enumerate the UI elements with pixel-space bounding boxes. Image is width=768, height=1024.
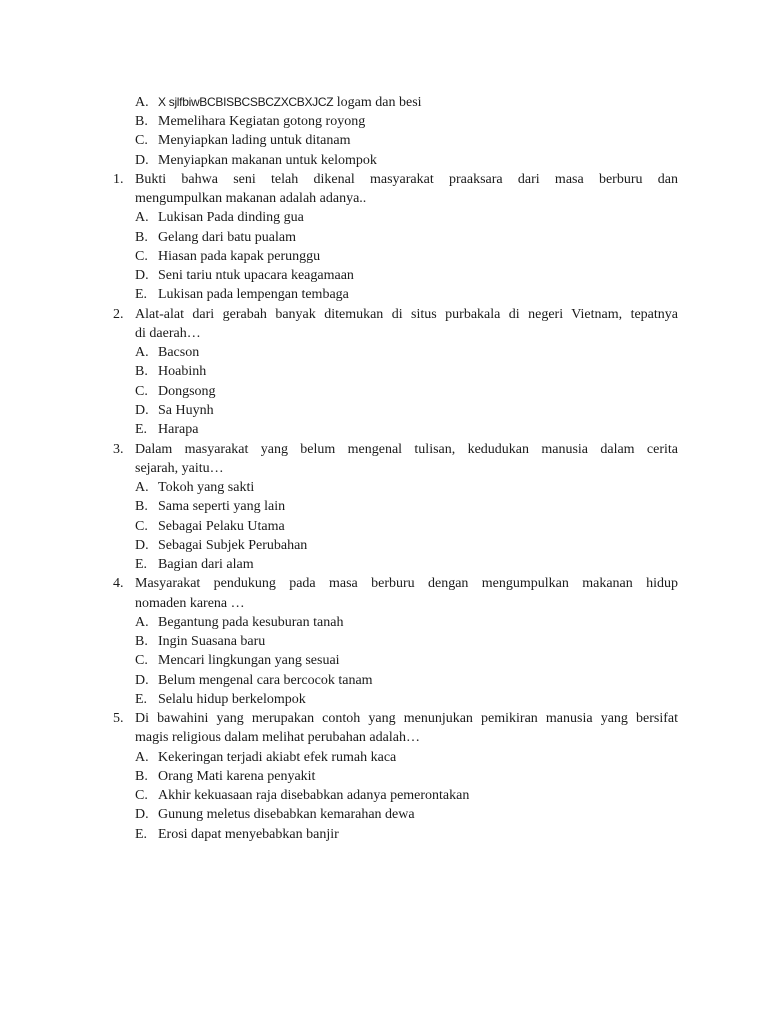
option-letter: A.: [135, 615, 149, 630]
option-text: Belum mengenal cara bercocok tanam: [158, 673, 373, 688]
option-text: Sama seperti yang lain: [158, 499, 286, 514]
option-letter: D.: [135, 403, 149, 418]
option-letter: E.: [135, 827, 148, 842]
option-letter: B.: [135, 230, 148, 245]
option-text: Lukisan pada lempengan tembaga: [158, 287, 349, 302]
option-letter: C.: [135, 788, 148, 803]
option-letter: C.: [135, 384, 148, 399]
question-text: Masyarakat pendukung pada masa berburu dengan mengumpulkan makanan hidup: [135, 576, 678, 591]
option-text: Menyiapkan makanan untuk kelompok: [158, 153, 377, 168]
option-text: Orang Mati karena penyakit: [158, 769, 316, 784]
option-letter: D.: [135, 673, 149, 688]
option-letter: D.: [135, 807, 149, 822]
garbled-prefix: X sjlfbiwBCBISBCSBCZXCBXJCZ: [158, 95, 334, 109]
option-letter: C.: [135, 133, 148, 148]
option-letter: C.: [135, 519, 148, 534]
question-text: Dalam masyarakat yang belum mengenal tulisan, kedudukan manusia dalam cerita: [135, 442, 678, 457]
option-letter: B.: [135, 364, 148, 379]
question-number: 4.: [113, 576, 124, 591]
option-text: logam dan besi: [333, 95, 422, 110]
option-letter: C.: [135, 653, 148, 668]
option-text: Kekeringan terjadi akiabt efek rumah kaca: [158, 750, 397, 765]
option-text: Harapa: [158, 422, 199, 437]
option-letter: E.: [135, 287, 148, 302]
option-letter: A.: [135, 480, 149, 495]
option-letter: D.: [135, 538, 149, 553]
option-text: Sa Huynh: [158, 403, 214, 418]
question-number: 1.: [113, 172, 124, 187]
option-text: Selalu hidup berkelompok: [158, 692, 306, 707]
option-text: Lukisan Pada dinding gua: [158, 210, 304, 225]
question-text: nomaden karena …: [135, 596, 245, 611]
option-letter: E.: [135, 557, 148, 572]
option-letter: A.: [135, 345, 149, 360]
option-text: Ingin Suasana baru: [158, 634, 266, 649]
option-text: Tokoh yang sakti: [158, 480, 255, 495]
option-letter: D.: [135, 268, 149, 283]
question-text: Bukti bahwa seni telah dikenal masyarakat praaksara dari masa berburu dan: [135, 172, 678, 187]
option-text: Seni tariu ntuk upacara keagamaan: [158, 268, 354, 283]
option-text: Menyiapkan lading untuk ditanam: [158, 133, 351, 148]
question-number: 2.: [113, 307, 124, 322]
option-text: Dongsong: [158, 384, 216, 399]
option-letter: B.: [135, 499, 148, 514]
question-text: mengumpulkan makanan adalah adanya..: [135, 191, 367, 206]
option-text: Gelang dari batu pualam: [158, 230, 297, 245]
option-text: Akhir kekuasaan raja disebabkan adanya pemerontakan: [158, 788, 470, 803]
option-letter: D.: [135, 153, 149, 168]
question-text: Alat-alat dari gerabah banyak ditemukan di situs purbakala di negeri Vietnam, tepatnya: [135, 307, 678, 322]
option-letter: C.: [135, 249, 148, 264]
question-text: sejarah, yaitu…: [135, 461, 224, 476]
question-text: di daerah…: [135, 326, 201, 341]
option-text: Memelihara Kegiatan gotong royong: [158, 114, 366, 129]
option-letter: A.: [135, 210, 149, 225]
option-text: Erosi dapat menyebabkan banjir: [158, 827, 339, 842]
option-text: Mencari lingkungan yang sesuai: [158, 653, 340, 668]
option-letter: E.: [135, 422, 148, 437]
option-text: Gunung meletus disebabkan kemarahan dewa: [158, 807, 415, 822]
question-number: 3.: [113, 442, 124, 457]
option-text: Begantung pada kesuburan tanah: [158, 615, 344, 630]
option-letter: A.: [135, 95, 149, 110]
option-text: Hoabinh: [158, 364, 207, 379]
option-letter: B.: [135, 634, 148, 649]
question-text: magis religious dalam melihat perubahan adalah…: [135, 730, 420, 745]
option-letter: A.: [135, 750, 149, 765]
option-letter: B.: [135, 114, 148, 129]
option-text: Sebagai Pelaku Utama: [158, 519, 285, 534]
option-text: Sebagai Subjek Perubahan: [158, 538, 308, 553]
option-text: Bagian dari alam: [158, 557, 254, 572]
question-text: Di bawahini yang merupakan contoh yang menunjukan pemikiran manusia yang bersifat: [135, 711, 678, 726]
option-letter: E.: [135, 692, 148, 707]
question-number: 5.: [113, 711, 124, 726]
option-text: Hiasan pada kapak perunggu: [158, 249, 321, 264]
option-letter: B.: [135, 769, 148, 784]
option-text: Bacson: [158, 345, 200, 360]
